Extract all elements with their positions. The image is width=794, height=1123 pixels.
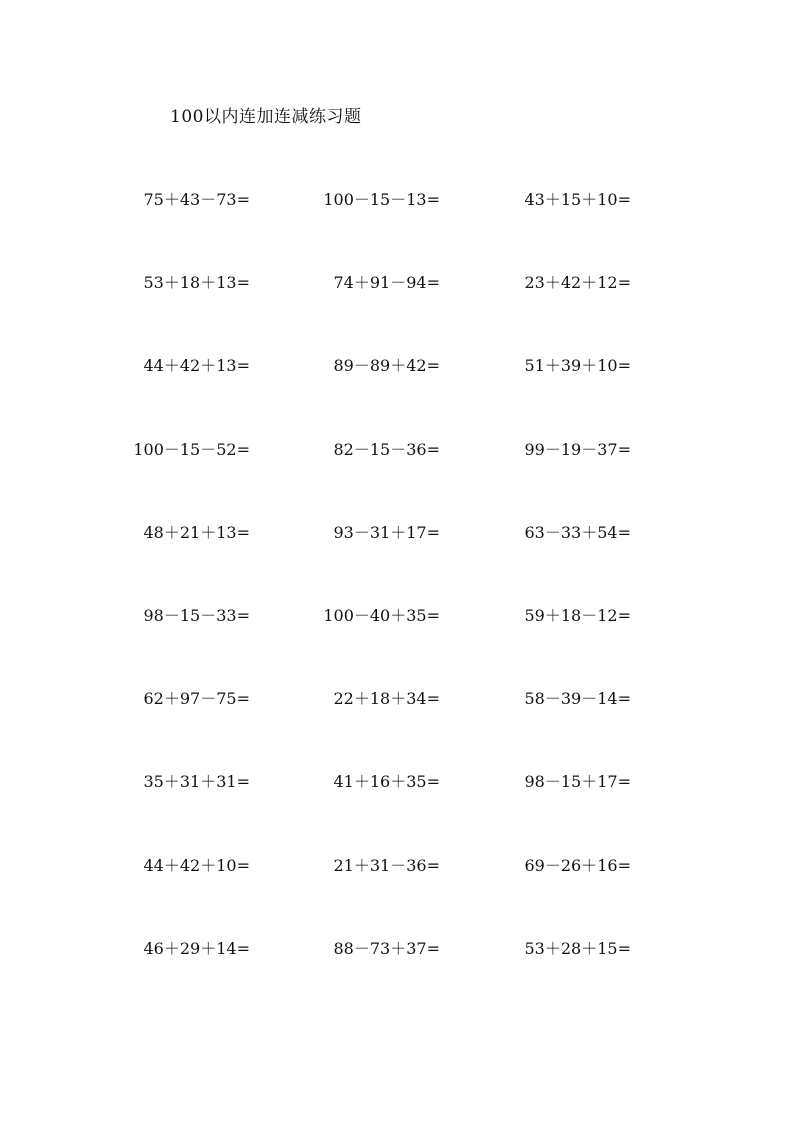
- math-problem: 62＋97－75=: [143, 689, 250, 708]
- math-problem: 69－26＋16=: [524, 856, 631, 875]
- math-problem: 48＋21＋13=: [143, 523, 250, 542]
- math-problem: 98－15－33=: [143, 606, 250, 625]
- math-problem: 35＋31＋31=: [143, 772, 250, 791]
- math-problem: 63－33＋54=: [524, 523, 631, 542]
- math-problem: 98－15＋17=: [524, 772, 631, 791]
- page-title: 100以内连加连减练习题: [170, 107, 362, 127]
- math-problem: 99－19－37=: [524, 440, 631, 459]
- math-problem: 46＋29＋14=: [143, 939, 250, 958]
- math-problem: 43＋15＋10=: [524, 190, 631, 209]
- math-problem: 53＋18＋13=: [143, 273, 250, 292]
- math-problem: 75＋43－73=: [143, 190, 250, 209]
- math-problem: 59＋18－12=: [524, 606, 631, 625]
- math-problem: 44＋42＋10=: [143, 856, 250, 875]
- math-problem: 53＋28＋15=: [524, 939, 631, 958]
- math-problem: 21＋31－36=: [333, 856, 440, 875]
- math-problem: 100－15－52=: [133, 440, 250, 459]
- math-problem: 22＋18＋34=: [333, 689, 440, 708]
- math-problem: 74＋91－94=: [333, 273, 440, 292]
- math-problem: 82－15－36=: [333, 440, 440, 459]
- math-problem: 93－31＋17=: [333, 523, 440, 542]
- math-problem: 23＋42＋12=: [524, 273, 631, 292]
- math-problem: 41＋16＋35=: [333, 772, 440, 791]
- math-problem: 58－39－14=: [524, 689, 631, 708]
- math-problem: 100－15－13=: [323, 190, 440, 209]
- math-problem: 100－40＋35=: [323, 606, 440, 625]
- math-problem: 44＋42＋13=: [143, 356, 250, 375]
- math-problem: 89－89＋42=: [333, 356, 440, 375]
- math-problem: 88－73＋37=: [333, 939, 440, 958]
- math-problem: 51＋39＋10=: [524, 356, 631, 375]
